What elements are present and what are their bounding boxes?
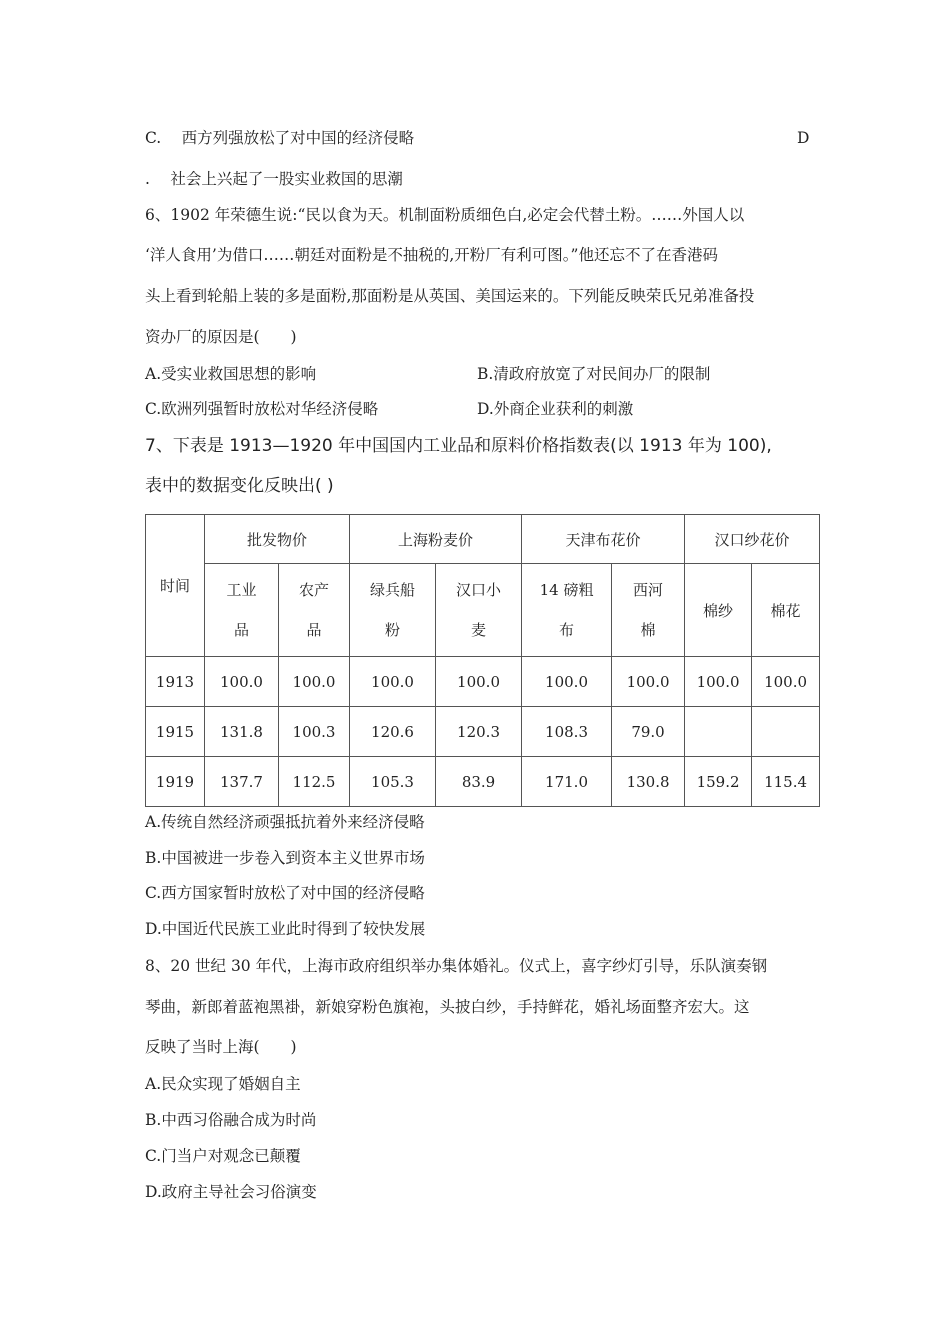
table-cell: 159.2 <box>685 757 752 807</box>
subheader-xihe-cotton: 西河 棉 <box>612 564 685 657</box>
table-row <box>146 757 820 807</box>
table-cell: 105.3 <box>350 757 436 807</box>
q6-stem-line-3: 头上看到轮船上装的多是面粉,那面粉是从英国、美国运来的。下列能反映荣氏兄弟准备投 <box>145 287 755 305</box>
q7-stem-line-1: 7、下表是 1913—1920 年中国国内工业品和原料价格指数表(以 1913 年为 100), <box>145 436 772 456</box>
row-year: 1915 <box>146 707 205 757</box>
q6-option-c: C.欧洲列强暂时放松对华经济侵略 <box>145 400 379 418</box>
q7-stem-line-2: 表中的数据变化反映出( ) <box>145 476 334 496</box>
q6-option-a: A.受实业救国思想的影响 <box>145 365 317 383</box>
table-cell <box>752 707 820 757</box>
q8-stem-line-1: 8、20 世纪 30 年代，上海市政府组织举办集体婚礼。仪式上，喜字纱灯引导，乐队演奏钢 <box>145 957 768 975</box>
table-cell: 100.0 <box>612 657 685 707</box>
table-cell: 83.9 <box>436 757 522 807</box>
row-year: 1919 <box>146 757 205 807</box>
table-cell: 130.8 <box>612 757 685 807</box>
q6-option-b: B.清政府放宽了对民间办厂的限制 <box>477 365 711 383</box>
table-cell: 131.8 <box>205 707 279 757</box>
q5-option-d-text: . 社会上兴起了一股实业救国的思潮 <box>145 170 403 188</box>
time-header: 时间 <box>146 515 205 657</box>
q8-stem-line-2: 琴曲，新郎着蓝袍黑褂，新娘穿粉色旗袍，头披白纱，手持鲜花，婚礼场面整齐宏大。这 <box>145 998 750 1016</box>
table-cell: 100.0 <box>350 657 436 707</box>
subheader-cotton-yarn: 棉纱 <box>685 564 752 657</box>
q7-option-c: C.西方国家暂时放松了对中国的经济侵略 <box>145 884 425 902</box>
subheader-14lb-cloth: 14 磅粗 布 <box>522 564 612 657</box>
table-cell <box>685 707 752 757</box>
q6-stem-line-1: 6、1902 年荣德生说:“民以食为天。机制面粉质细色白,必定会代替土粉。……外国人以 <box>145 206 745 224</box>
table-cell: 120.3 <box>436 707 522 757</box>
table-header-row <box>146 515 820 564</box>
q6-stem-line-4: 资办厂的原因是( ) <box>145 328 297 346</box>
q6-stem-line-2: ‘洋人食用’为借口……朝廷对面粉是不抽税的,开粉厂有利可图。”他还忘不了在香港码 <box>145 246 718 264</box>
group-header-wholesale: 批发物价 <box>205 515 350 564</box>
table-cell: 137.7 <box>205 757 279 807</box>
group-header-shanghai-flour-wheat: 上海粉麦价 <box>350 515 522 564</box>
group-header-tianjin-cloth-cotton: 天津布花价 <box>522 515 685 564</box>
q5-option-d-letter: D <box>797 129 810 147</box>
table-cell: 120.6 <box>350 707 436 757</box>
table-row <box>146 657 820 707</box>
q7-option-b: B.中国被进一步卷入到资本主义世界市场 <box>145 849 425 867</box>
q5-option-c: C. 西方列强放松了对中国的经济侵略 <box>145 129 415 147</box>
table-cell: 108.3 <box>522 707 612 757</box>
table-row <box>146 707 820 757</box>
table-cell: 100.3 <box>279 707 350 757</box>
row-year: 1913 <box>146 657 205 707</box>
price-index-table <box>145 514 820 807</box>
table-cell: 79.0 <box>612 707 685 757</box>
subheader-industrial: 工业 品 <box>205 564 279 657</box>
table-cell: 100.0 <box>279 657 350 707</box>
table-cell: 115.4 <box>752 757 820 807</box>
table-cell: 100.0 <box>436 657 522 707</box>
subheader-agricultural: 农产 品 <box>279 564 350 657</box>
table-cell: 100.0 <box>522 657 612 707</box>
q8-option-a: A.民众实现了婚姻自主 <box>145 1075 301 1093</box>
q7-option-d: D.中国近代民族工业此时得到了较快发展 <box>145 920 426 938</box>
q7-option-a: A.传统自然经济顽强抵抗着外来经济侵略 <box>145 813 425 831</box>
subheader-green-soldier-flour: 绿兵船 粉 <box>350 564 436 657</box>
subheader-raw-cotton: 棉花 <box>752 564 820 657</box>
table-cell: 100.0 <box>685 657 752 707</box>
subheader-hankou-wheat: 汉口小 麦 <box>436 564 522 657</box>
table-cell: 100.0 <box>752 657 820 707</box>
q8-option-c: C.门当户对观念已颠覆 <box>145 1147 301 1165</box>
table-cell: 171.0 <box>522 757 612 807</box>
table-cell: 100.0 <box>205 657 279 707</box>
table-subheader-row <box>146 564 820 657</box>
q8-option-b: B.中西习俗融合成为时尚 <box>145 1111 317 1129</box>
q8-stem-line-3: 反映了当时上海( ) <box>145 1038 297 1056</box>
group-header-hankou-yarn-cotton: 汉口纱花价 <box>685 515 820 564</box>
q8-option-d: D.政府主导社会习俗演变 <box>145 1183 317 1201</box>
q6-option-d: D.外商企业获利的刺激 <box>477 400 634 418</box>
table-cell: 112.5 <box>279 757 350 807</box>
